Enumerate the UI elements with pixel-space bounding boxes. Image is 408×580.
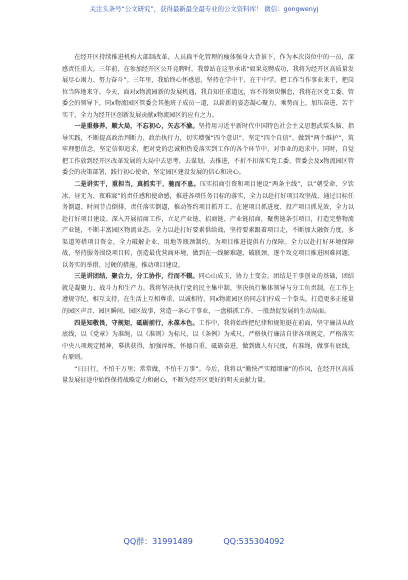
- paragraph-text: 压实招商引资和项目建设“两条主线”，以“朝受命、夕饮冰，昼无为、夜难寐”的责任感和使命感，推进各项任务目标的落实，全力以赴打好项目攻坚战，通过目标任务倒逼、时间节点倒排，责任落实倒逼，推动签约项目抓开工、在建项目抓进度、投产项目抓见效，全力以赴打好项目建设。深入开展招商工作，立足产业链、招商链、产业链招商，聚焦链条引项目，打造完整物流产业链，不断丰富园区物流业态。全力以赴打好要素供给战，坚持要素跟着项目走，不断加大融资力度，多渠道筹措项目资金，全力破解企业、用地等瓶颈制约，为项目推进提供有力保障。全力以赴打好环境保障战，坚持服务围绕项目转，创造最优营商环境，做到在一线解难题、破瓶颈，逐个攻克项目推进困难问题，以务实的举措、过硬的措施，推动项目建设。: [62, 181, 354, 269]
- paragraph-text: 坚持用习近平新时代中国特色社会主义思想武装头脑、指导实践，不断提高政治判断力、政治执行力，切实增强“四个意识”、坚定“四个自信”、做到“两个维护”，筑牢理想信念，坚定信仰追求，把对党的忠诚和热爱落实到工作的各个环节中，对事业的追求中。同时，自觉把工作放到经开区改革发展的大局中去思考、去谋划、去推进，不折不扣落实党工委、管委会及x物流园区管委会的决策部署，践行初心使命，坚定园区建设发展的信心和决心。: [62, 123, 355, 177]
- paragraph-text: 同心山成玉，协力土变金。团结是干事创业的基础，团结就是凝聚力、战斗力和生产力。我将坚决执行党的民主集中制，坚决执行集体领导与分工负责制，在工作上遵规守纪、相互支持，在生活上互相尊重、以诚相待，同x物流园区的同志们拧成一个拳头，打造更多正能量的园区声音、园区瞬间、园区故事，营造一条心干事业、一盘棋抓工作、一股劲促发展的生动局面。: [62, 273, 355, 316]
- paragraph-closing: [62, 364, 354, 387]
- paragraph-text: “日日行，不怕千万里；常常做，不怕千万事”。今后，我将以“勤快严实精细廉”的作风，在经开区高质量发展征途中始终保持战略定力和耐心，不断为经开区更好的明天贡献力量。: [62, 365, 354, 385]
- paragraph-lead: 二是讲实干，重担当，真抓实干，驰而不息。: [74, 181, 200, 189]
- paragraph-lead: 四是知敬畏，守规矩，砥砺前行，永葆本色。: [74, 319, 199, 327]
- paragraph-lead: 三是讲团结，聚合力，分工协作，行而不辍。: [74, 273, 199, 281]
- paragraph-point-2: [62, 179, 354, 271]
- footer-qq-number: QQ:535304092: [223, 537, 285, 546]
- document-body: [62, 52, 354, 387]
- paragraph-point-3: [62, 271, 354, 317]
- footer-contacts: [0, 536, 408, 547]
- paragraph-point-1: [62, 121, 354, 179]
- paragraph-lead: 一是重修养，顺大局，不忘初心，矢志不渝。: [74, 123, 199, 131]
- paragraph-text: 工作中，我将始终把纪律和规矩挺在前面，坚守廉洁从政底线，以《党章》为准绳，以《准则》为标尺，以《条例》为戒尺，严格执行廉洁自律各项规定，严格落实中央八项规定精神，摹拱获得，加强淬炼，怀德自重，砥砺奋进，做到做人有尺度，有准绳，做事有底线，有原则。: [62, 319, 355, 362]
- paragraph-intro: [62, 52, 354, 121]
- paragraph-point-4: [62, 318, 354, 364]
- header-banner: 关注头条号“公文研究”，获得最新最全最专业的公文资料库！ 微信：gongwenyj: [89, 5, 319, 13]
- footer-qq-group: QQ群：31991489: [123, 537, 193, 546]
- paragraph-text: 在经开区持续推进机构大部制改革、人员扁平化管理的瘦体强身大背景下，作为本次岗位中的一员，深感责任重大。三年前，在参加经开区公开竞聘时，我曾站在这里承诺“如果竞聘成功，我将为经开区高质量发展尽心竭力、努力奋斗”。三年里，我始终心怀感恩，坚持在学中干、在干中学，把工作当作事业来干，把岗位当阵地来守。今天，面对x物流园新的发展机遇，我自知任重道远，容不得须臾懈怠，我将在区党工委、管委会的领导下，同x物流园区管委会其他班子成员一道，以崭新的姿态凝心聚力、乘势而上，加压奋进、苦干实干，全力为经开区创新发展贡献x物流园区的应有之力。: [62, 54, 354, 119]
